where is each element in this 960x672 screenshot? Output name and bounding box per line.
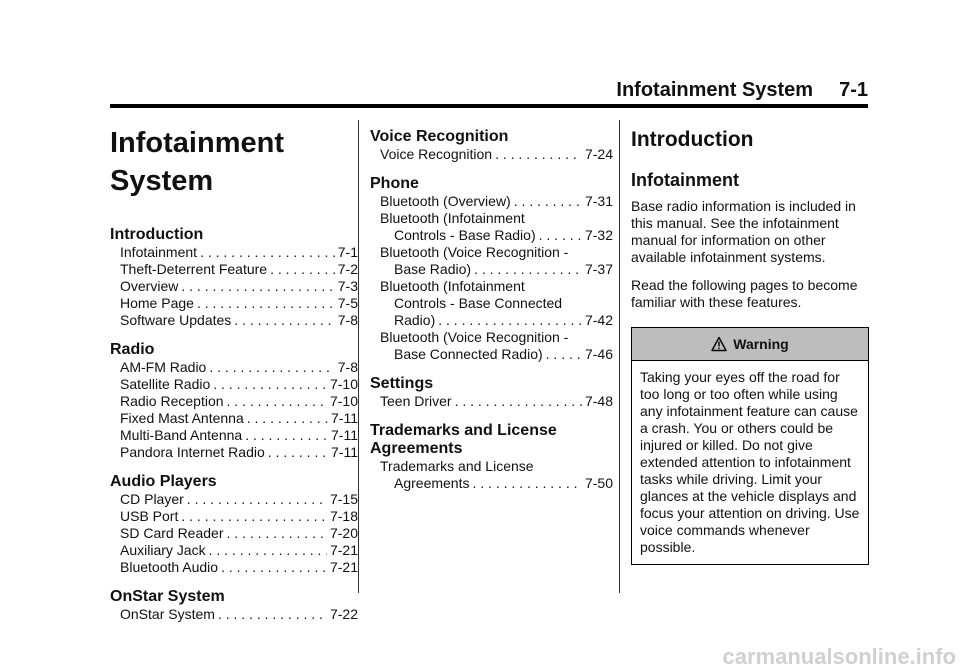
content-title: Introduction [631,128,754,151]
toc-entry[interactable]: Fixed Mast Antenna . . . 7-11 [120,410,358,427]
content-column [631,116,869,565]
toc-section-onstar: OnStar System [110,588,225,605]
toc-column-2 [370,116,613,492]
content-paragraph: Read the following pages to become familiar with these features. [631,277,858,310]
toc-list-settings [380,393,613,410]
toc-list-phone [380,193,613,363]
toc-section-settings: Settings [370,375,434,392]
toc-entry[interactable]: Trademarks and License Agreements . . . 7-50 [380,458,613,492]
column-divider [619,120,620,593]
toc-entry[interactable]: AM-FM Radio . . . 7-8 [120,359,358,376]
toc-entry[interactable]: CD Player . . . 7-15 [120,491,358,508]
watermark: carmanualsonline.info [722,644,956,669]
toc-section-phone: Phone [370,175,419,192]
toc-entry[interactable]: USB Port . . . 7-18 [120,508,358,525]
warning-header [632,328,868,361]
page-header [110,76,868,108]
toc-entry[interactable]: Voice Recognition . . . 7-24 [380,146,613,163]
toc-entry[interactable]: Bluetooth Audio . . . 7-21 [120,559,358,576]
toc-list-audio-players [120,491,358,576]
toc-entry[interactable]: Bluetooth (Infotainment Controls - Base Radio) . . . 7-32 [380,210,613,244]
warning-text: Taking your eyes off the road for too long or too often while using any infotainment feature can cause a crash. You or others could be injured or killed. Do not give extended attention to infotainment tasks while driving. Limit your glances at the vehicle displays and focus your attention on driving. Use voice commands whenever possible. [640,369,860,555]
toc-section-voice-recognition: Voice Recognition [370,128,509,145]
toc-entry[interactable]: OnStar System . . . 7-22 [120,606,358,623]
toc-list-radio [120,359,358,461]
toc-entry[interactable]: Software Updates . . . 7-8 [120,312,358,329]
toc-entry[interactable]: Bluetooth (Overview) . . . 7-31 [380,193,613,210]
toc-column-1 [110,116,358,623]
toc-entry[interactable]: Auxiliary Jack . . . 7-21 [120,542,358,559]
toc-list-onstar [120,606,358,623]
toc-entry[interactable]: Theft-Deterrent Feature . . . 7-2 [120,261,358,278]
toc-entry[interactable]: SD Card Reader . . . 7-20 [120,525,358,542]
toc-entry[interactable]: Multi-Band Antenna . . . 7-11 [120,427,358,444]
toc-entry[interactable]: Pandora Internet Radio . . . 7-11 [120,444,358,461]
warning-box [631,327,869,565]
toc-list-introduction [120,244,358,329]
header-section-title: Infotainment System [616,79,814,101]
chapter-title: Infotainment System [110,127,284,197]
toc-entry[interactable]: Teen Driver . . . 7-48 [380,393,613,410]
toc-list-voice-recognition [380,146,613,163]
toc-list-trademarks [380,458,613,492]
toc-entry[interactable]: Home Page . . . 7-5 [120,295,358,312]
toc-section-radio: Radio [110,341,155,358]
toc-entry[interactable]: Bluetooth (Infotainment Controls - Base Connected Radio) . . . 7-42 [380,278,613,329]
toc-entry[interactable]: Radio Reception . . . 7-10 [120,393,358,410]
content-paragraph: Base radio information is included in this manual. See the infotainment manual for information on other available infotainment systems. [631,198,856,265]
toc-entry[interactable]: Satellite Radio . . . 7-10 [120,376,358,393]
column-divider [358,120,359,593]
warning-triangle-icon [711,336,727,352]
toc-entry[interactable]: Bluetooth (Voice Recognition - Base Radio) . . . 7-37 [380,244,613,278]
toc-section-introduction: Introduction [110,226,204,243]
header-page-number: 7-1 [839,79,868,101]
content-subtitle: Infotainment [631,170,739,190]
toc-entry[interactable]: Overview . . . 7-3 [120,278,358,295]
toc-entry[interactable]: Bluetooth (Voice Recognition - Base Connected Radio) . . . 7-46 [380,329,613,363]
toc-entry[interactable]: Infotainment . . . 7-1 [120,244,358,261]
warning-title: Warning [733,336,789,352]
toc-section-audio-players: Audio Players [110,473,217,490]
toc-section-trademarks: Trademarks and License Agreements [370,422,557,457]
